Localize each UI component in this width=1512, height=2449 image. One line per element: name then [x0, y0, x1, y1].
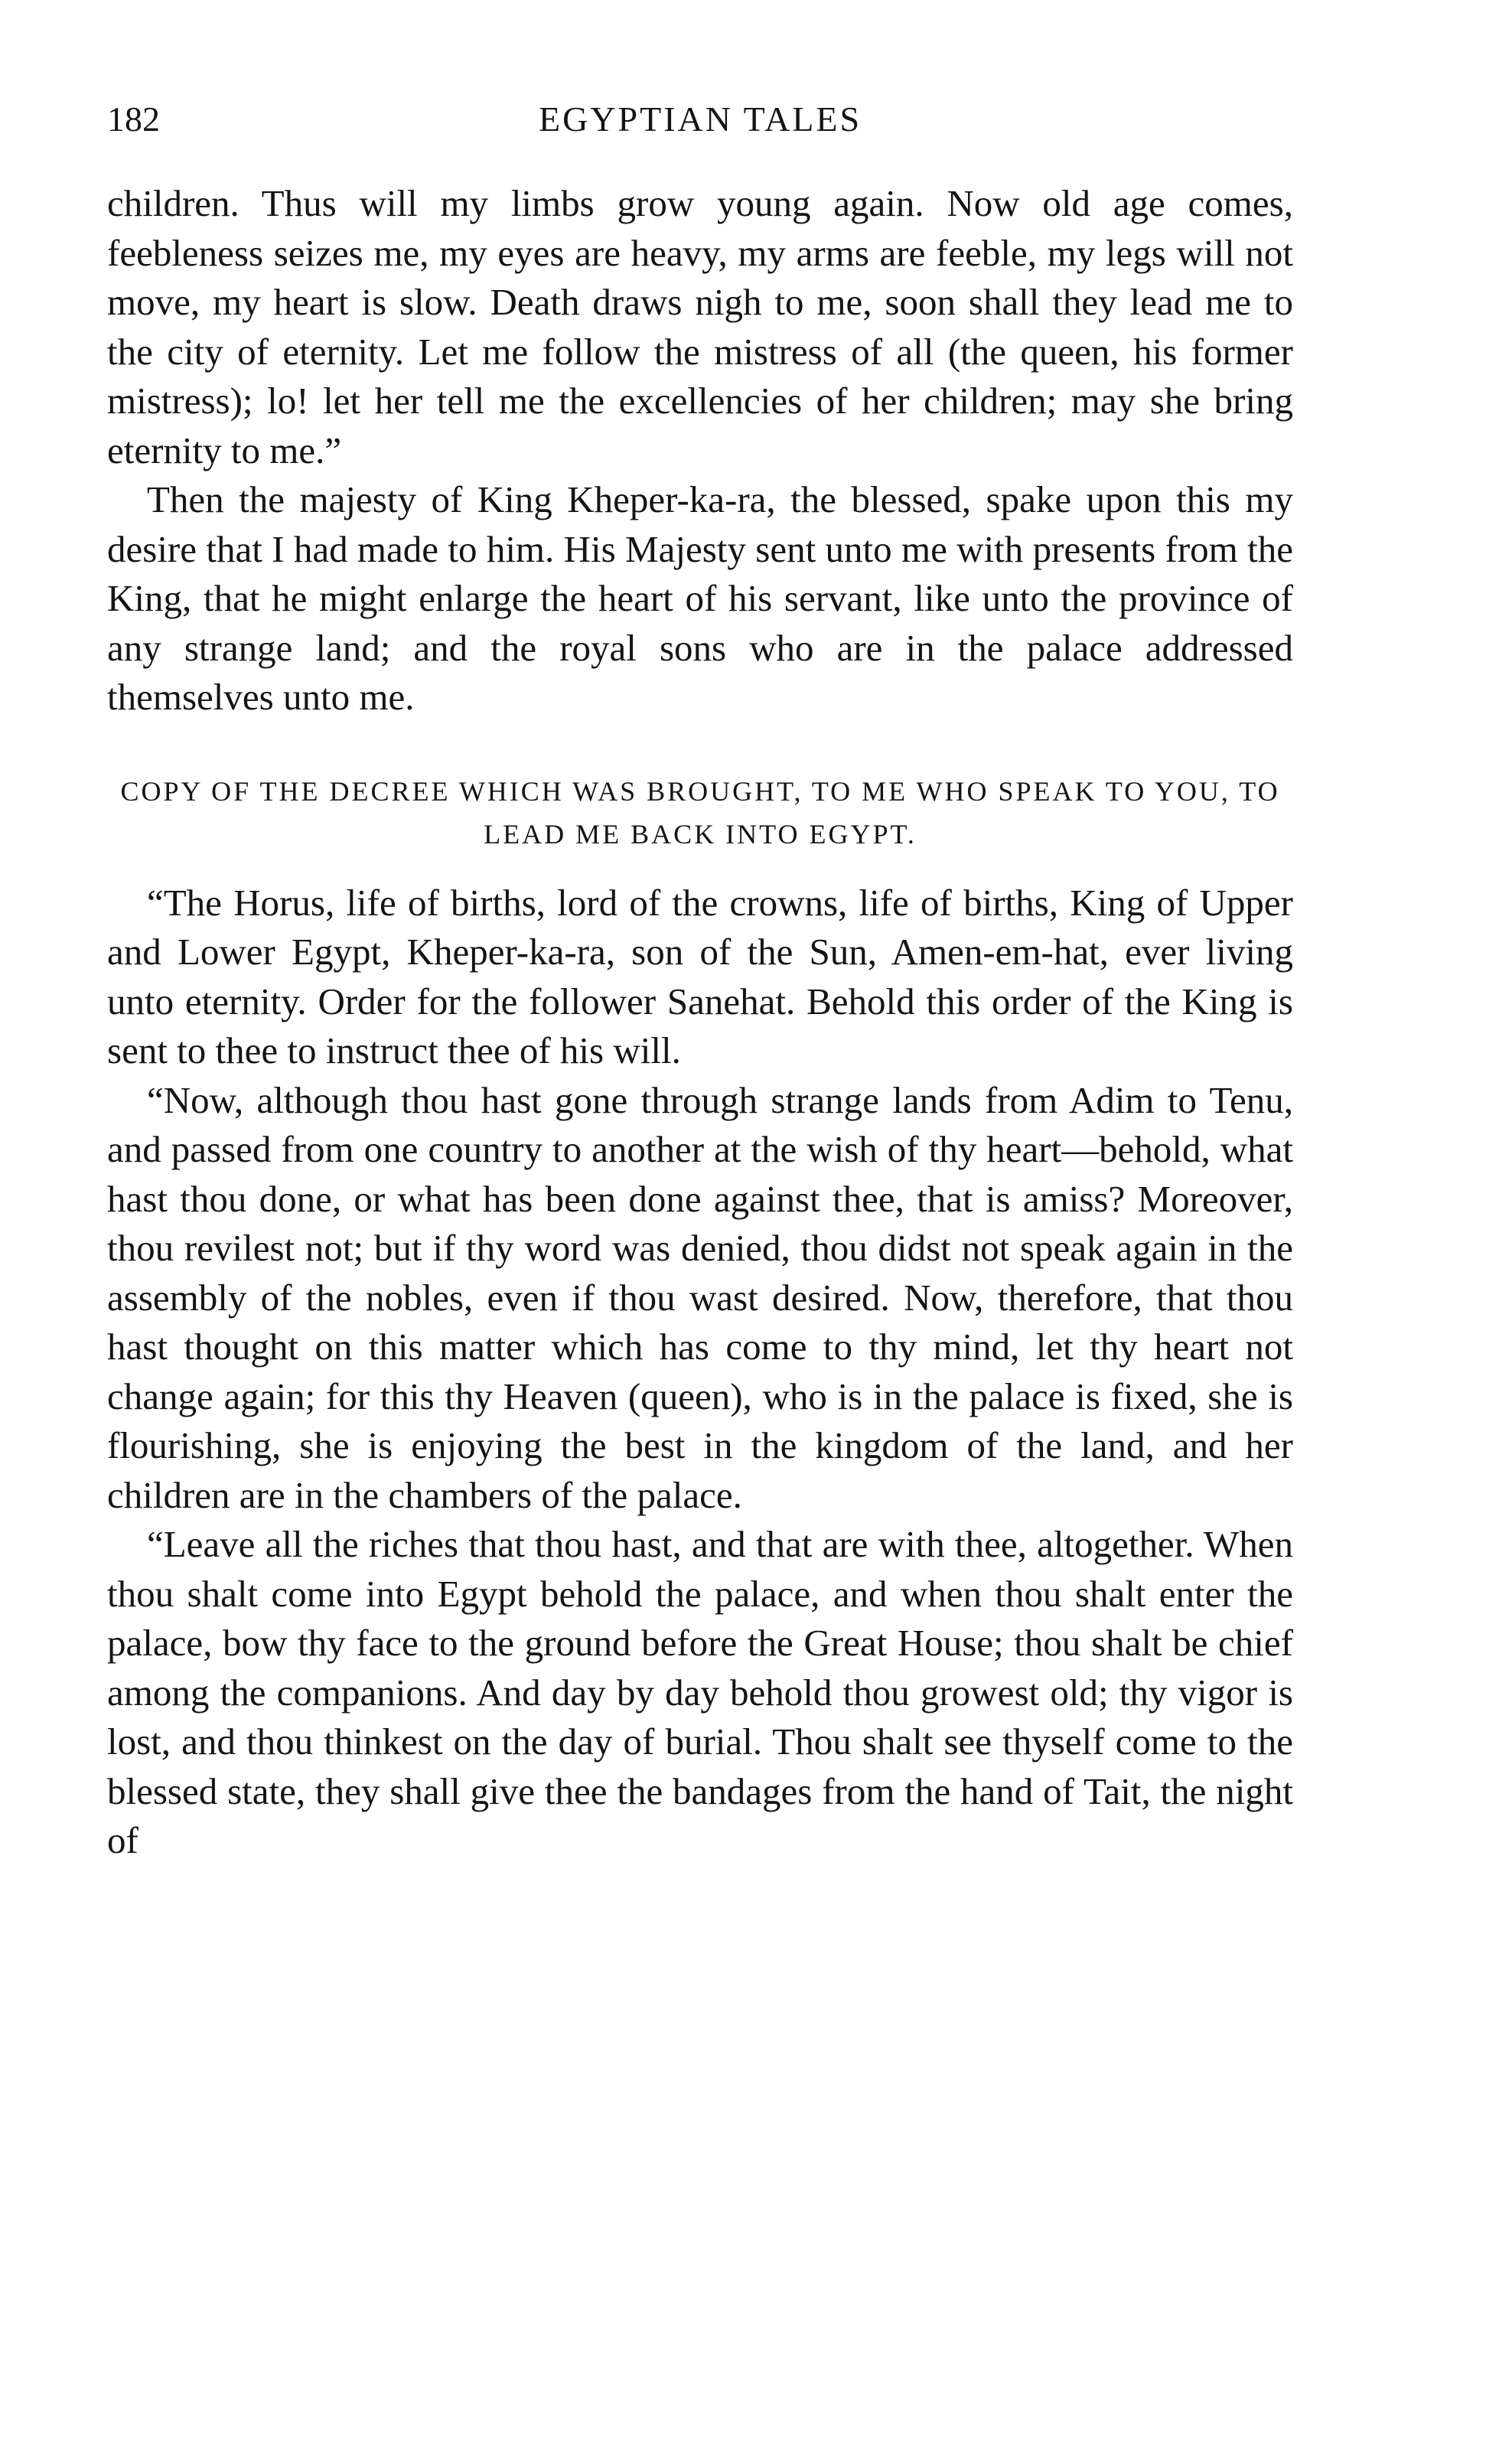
running-title: EGYPTIAN TALES [538, 99, 862, 139]
paragraph: “Leave all the riches that thou hast, and that are with thee, altogether. When thou shalt come into Egypt behold the palace, and when thou shalt enter the palace, bow thy face to the ground before the Great House; thou shalt be chief among the companions. And day by day behold thou growest old; thy vigor is lost, and thou thinkest on the day of burial. Thou shalt see thyself come to the blessed state, they shall give thee the bandages from the hand of Tait, the night of [107, 1523, 1293, 1861]
paragraph: Then the majesty of King Kheper-ka-ra, the blessed, spake upon this my desire that I had made to him. His Majesty sent unto me with presents from the King, that he might enlarge the heart of his servant, like unto the province of any strange land; and the royal sons who are in the palace addressed themselves unto me. [107, 478, 1293, 718]
running-header [107, 92, 1293, 147]
paragraph: “The Horus, life of births, lord of the crowns, life of births, King of Upper and Lower Egypt, Kheper-ka-ra, son of the Sun, Amen-em-hat, ever living unto eternity. Order for the follower Sanehat. Behold this order of the King is sent to thee to instruct thee of his will. [107, 881, 1293, 1071]
section-heading: COPY OF THE DECREE WHICH WAS BROUGHT, TO ME WHO SPEAK TO YOU, TO LEAD ME BACK INTO EGYPT. [120, 775, 1280, 849]
page-number: 182 [107, 99, 160, 139]
book-page [107, 92, 1293, 1866]
body-text-top [107, 179, 1293, 722]
paragraph: “Now, although thou hast gone through strange lands from Adim to Tenu, and passed from one country to another at the wish of thy heart—behold, what hast thou done, or what has been done against thee, that is amiss? Moreover, thou revilest not; but if thy word was denied, thou didst not speak again in the assembly of the nobles, even if thou wast desired. Now, therefore, that thou hast thought on this matter which has come to thy mind, let thy heart not change again; for this thy Heaven (queen), who is in the palace is fixed, she is flourishing, she is enjoying the best in the kingdom of the land, and her children are in the chambers of the palace. [107, 1078, 1293, 1516]
decree-text [107, 879, 1293, 1866]
paragraph-continuation: children. Thus will my limbs grow young again. Now old age comes, feebleness seizes me, my eyes are heavy, my arms are feeble, my legs will not move, my heart is slow. Death draws nigh to me, soon shall they lead me to the city of eternity. Let me follow the mistress of all (the queen, his former mistress); lo! let her tell me the excellencies of her children; may she bring eternity to me.” [107, 182, 1293, 471]
